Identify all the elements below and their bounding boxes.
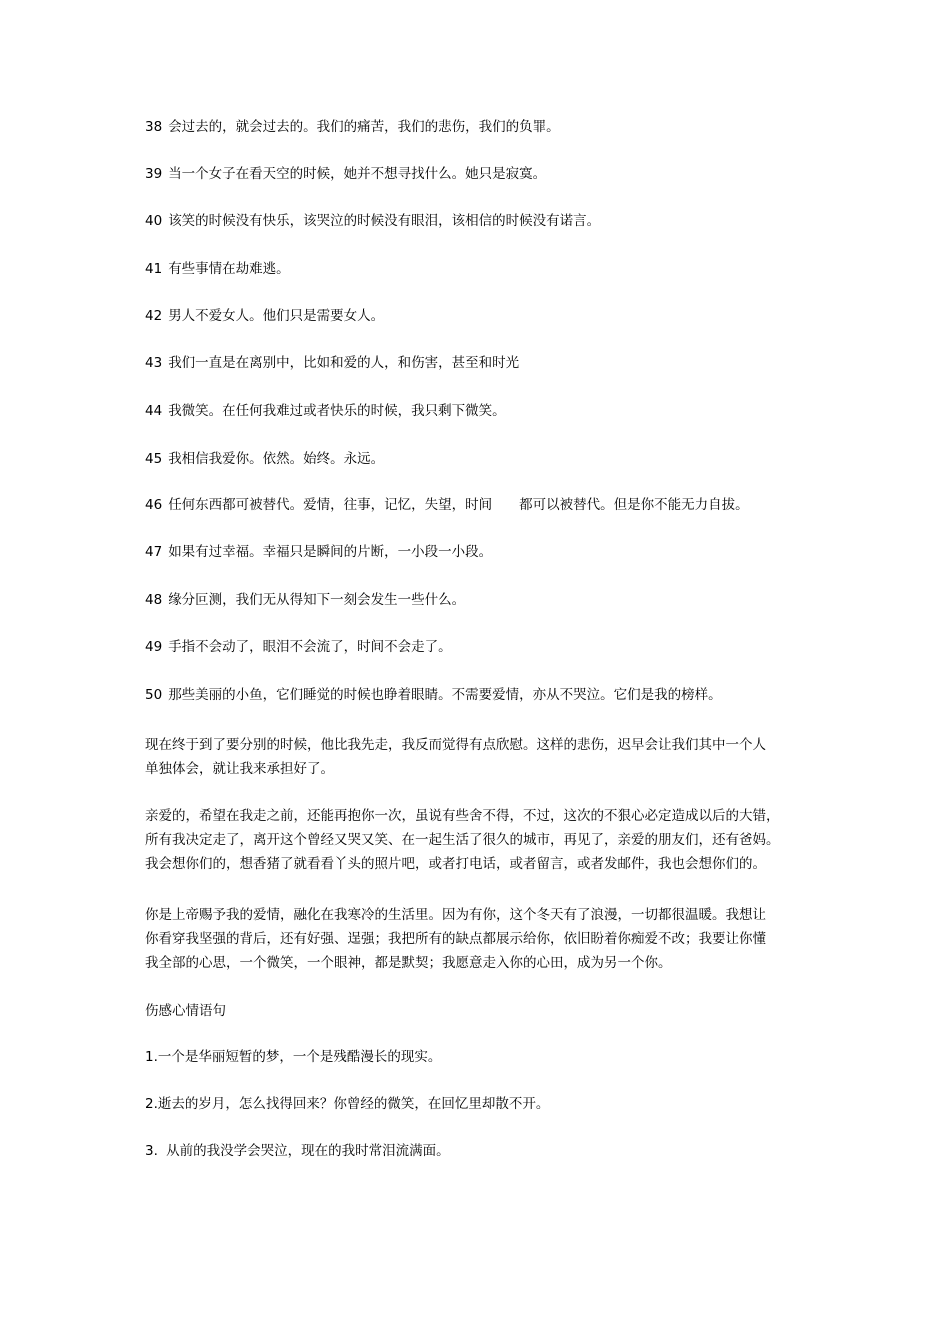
- paragraph-line: 你是上帝赐予我的爱情，融化在我寒冷的生活里。因为有你，这个冬天有了浪漫，一切都很温暖。我想让: [145, 907, 766, 923]
- sad-item-3: [145, 1142, 815, 1160]
- quote-line-50: [145, 686, 815, 704]
- quote-number: 48: [145, 592, 163, 608]
- quote-line-44: [145, 402, 815, 420]
- quote-text: 我相信我爱你。依然。始终。永远。: [168, 451, 385, 467]
- quote-text: 有些事情在劫难逃。: [168, 261, 290, 277]
- quote-line-42: [145, 307, 815, 325]
- paragraph-line: 现在终于到了要分别的时候，他比我先走，我反而觉得有点欣慰。这样的悲伤，迟早会让我们其中一个人: [145, 737, 766, 753]
- quote-line-46: [145, 496, 815, 514]
- quote-number: 42: [145, 308, 163, 324]
- sad-item-1: [145, 1048, 815, 1066]
- quote-number: 39: [145, 166, 163, 182]
- sad-item-2: [145, 1095, 815, 1113]
- quote-number: 46: [145, 497, 163, 513]
- paragraph-line: 你看穿我坚强的背后，还有好强、逞强；我把所有的缺点都展示给你，依旧盼着你痴爱不改；我要让你懂: [145, 931, 766, 947]
- paragraph-line: 亲爱的，希望在我走之前，还能再抱你一次，虽说有些舍不得，不过，这次的不狠心必定造成以后的大错，: [145, 808, 780, 824]
- quote-text: 会过去的，就会过去的。我们的痛苦，我们的悲伤，我们的负罪。: [168, 119, 560, 135]
- quote-line-49: [145, 638, 815, 656]
- quote-text: 手指不会动了，眼泪不会流了，时间不会走了。: [168, 639, 452, 655]
- sad-item-text: 逝去的岁月，怎么找得回来？你曾经的微笑，在回忆里却散不开。: [157, 1096, 550, 1112]
- quote-line-38: [145, 118, 815, 136]
- quote-line-41: [145, 260, 815, 278]
- quote-text: 我们一直是在离别中，比如和爱的人，和伤害，甚至和时光: [168, 355, 520, 371]
- paragraph-line: 所有我决定走了，离开这个曾经又哭又笑、在一起生活了很久的城市，再见了，亲爱的朋友们，还有爸妈。: [145, 832, 780, 848]
- sad-item-number: 3.: [145, 1143, 163, 1159]
- sad-item-number: 2.: [145, 1096, 158, 1112]
- paragraph-line: 我会想你们的，想香猪了就看看丫头的照片吧，或者打电话，或者留言，或者发邮件，我也会想你们的。: [145, 856, 766, 872]
- quote-text: 如果有过幸福。幸福只是瞬间的片断，一小段一小段。: [168, 544, 493, 560]
- quote-number: 45: [145, 451, 163, 467]
- quote-line-40: [145, 212, 815, 230]
- sad-item-text: 从前的我没学会哭泣，现在的我时常泪流满面。: [166, 1143, 450, 1159]
- quote-text: 该笑的时候没有快乐，该哭泣的时候没有眼泪，该相信的时候没有诺言。: [168, 213, 601, 229]
- paragraph-love: [145, 903, 815, 975]
- quote-line-39: [145, 165, 815, 183]
- quote-number: 41: [145, 261, 163, 277]
- quote-number: 50: [145, 687, 163, 703]
- quote-number: 40: [145, 213, 163, 229]
- quote-text: 任何东西都可被替代。爱情，往事，记忆，失望，时间 都可以被替代。但是你不能无力自拔。: [168, 497, 749, 513]
- quote-line-48: [145, 591, 815, 609]
- quote-text: 那些美丽的小鱼，它们睡觉的时候也睁着眼睛。不需要爱情，亦从不哭泣。它们是我的榜样。: [168, 687, 722, 703]
- quote-text: 男人不爱女人。他们只是需要女人。: [168, 308, 385, 324]
- paragraph-farewell: [145, 733, 815, 781]
- sad-item-number: 1.: [145, 1049, 158, 1065]
- quote-line-47: [145, 543, 815, 561]
- quote-number: 38: [145, 119, 163, 135]
- sad-item-text: 一个是华丽短暂的梦，一个是残酷漫长的现实。: [157, 1049, 442, 1065]
- paragraph-dear: [145, 804, 815, 876]
- quote-text: 我微笑。在任何我难过或者快乐的时候，我只剩下微笑。: [168, 403, 506, 419]
- quote-line-45: [145, 450, 815, 468]
- paragraph-line: 我全部的心思，一个微笑，一个眼神，都是默契；我愿意走入你的心田，成为另一个你。: [145, 955, 672, 971]
- paragraph-line: 单独体会，就让我来承担好了。: [145, 761, 334, 777]
- quote-line-43: [145, 354, 815, 372]
- section-title: 伤感心情语句: [145, 1003, 226, 1019]
- quote-number: 47: [145, 544, 163, 560]
- quote-text: 缘分叵测，我们无从得知下一刻会发生一些什么。: [168, 592, 466, 608]
- quote-number: 43: [145, 355, 163, 371]
- quote-number: 49: [145, 639, 163, 655]
- quote-text: 当一个女子在看天空的时候，她并不想寻找什么。她只是寂寞。: [168, 166, 547, 182]
- quote-number: 44: [145, 403, 163, 419]
